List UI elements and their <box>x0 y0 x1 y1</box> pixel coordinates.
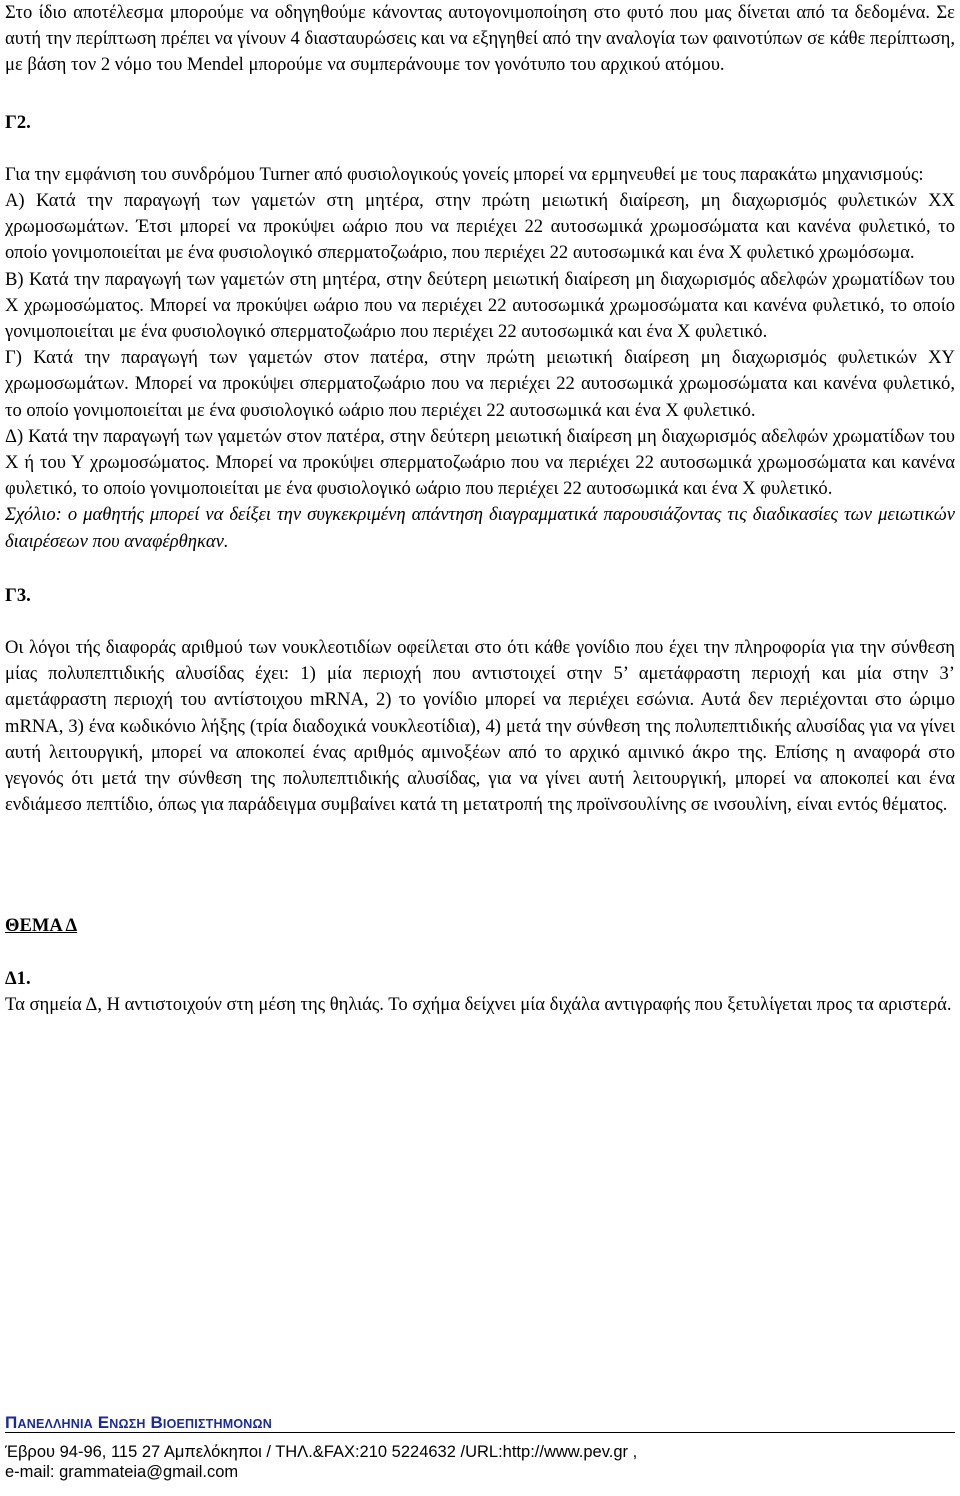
intro-paragraph: Στο ίδιο αποτέλεσμα μπορούμε να οδηγηθούμε κάνοντας αυτογονιμοποίηση στο φυτό που μας δίνεται από τα δεδομένα. Σε αυτή την περίπτωση πρέπει να γίνουν 4 διασταυρώσεις και να εξηγηθεί από την αναλογία των φαινοτύπων σε κάθε περίπτωση, με βάση τον 2 νόμο του Mendel μπορούμε να συμπεράνουμε τον γονότυπο του αρχικού ατόμου. <box>5 2 955 76</box>
document-page <box>5 0 955 1018</box>
g2-item-d: Δ) Κατά την παραγωγή των γαμετών στον πατέρα, στην δεύτερη μειωτική διαίρεση μη διαχωρισμός αδελφών χρωματίδων του Χ ή του Υ χρωμοσώματος. Μπορεί να προκύψει σπερματοζωάριο που να περιέχει 22 αυτοσωμικά χρωμοσώματα και κανένα φυλετικό, το οποίο γονιμοποιείται με ένα φυσιολογικό ωάριο που περιέχει 22 αυτοσωμικά και ένα Χ φυλετικό. <box>5 425 955 500</box>
page-footer <box>5 1413 955 1482</box>
g2-item-c: Γ) Κατά την παραγωγή των γαμετών στον πατέρα, στην πρώτη μειωτική διαίρεση μη διαχωρισμός φυλετικών ΧΥ χρωμοσωμάτων. Μπορεί να προκύψει σπερματοζωάριο που να περιέχει 22 αυτοσωμικά χρωμοσώματα και κανένα φυλετικό, το οποίο γονιμοποιείται με ένα φυσιολογικό ωάριο που περιέχει 22 αυτοσωμικά και ένα Χ φυλετικό. <box>5 347 955 421</box>
g2-note: Σχόλιο: ο μαθητής μπορεί να δείξει την συγκεκριμένη απάντηση διαγραμματικά παρουσιάζοντας τις διαδικασίες των μειωτικών διαιρέσεων που αναφέρθηκαν. <box>5 504 955 552</box>
section-heading-g2: Γ2. <box>5 111 31 133</box>
g2-item-a: Α) Κατά την παραγωγή των γαμετών στη μητέρα, στην πρώτη μειωτική διαίρεση, μη διαχωρισμός φυλετικών ΧΧ χρωμοσωμάτων. Έτσι μπορεί να προκύψει ωάριο που να περιέχει 22 αυτοσωμικά χρωμοσώματα και κανένα φυλετικό, το οποίο γονιμοποιείται με ένα φυσιολογικό σπερματοζωάριο, που περιέχει 22 αυτοσωμικά και ένα Χ φυλετικό χρωμόσωμα. <box>5 190 955 264</box>
footer-address: Έβρου 94-96, 115 27 Αμπελόκηποι / ΤΗΛ.&FAX:210 5224632 /URL:http://www.pev.gr , <box>5 1443 638 1461</box>
section-heading-g3: Γ3. <box>5 584 31 606</box>
g2-intro-paragraph: Για την εμφάνιση του συνδρόμου Turner από φυσιολογικούς γονείς μπορεί να ερμηνευθεί με τους παρακάτω μηχανισμούς: <box>5 163 924 185</box>
section-heading-thema-d: ΘΕΜΑ Δ <box>5 915 78 937</box>
organization-name: ΠΑΝΕΛΛΗΝΙΑ ΕΝΩΣΗ ΒΙΟΕΠΙΣΤΗΜΟΝΩΝ <box>5 1413 272 1432</box>
footer-divider <box>5 1432 955 1433</box>
d1-paragraph: Τα σημεία Δ, Η αντιστοιχούν στη μέση της θηλιάς. Το σχήμα δείχνει μία διχάλα αντιγραφής που ξετυλίγεται προς τα αριστερά. <box>5 993 952 1015</box>
footer-email: e-mail: grammateia@gmail.com <box>5 1463 239 1481</box>
section-heading-d1: Δ1. <box>5 967 31 989</box>
g3-paragraph: Οι λόγοι τής διαφοράς αριθμού των νουκλεοτιδίων οφείλεται στο ότι κάθε γονίδιο που έχει την πληροφορία για την σύνθεση μίας πολυπεπτιδικής αλυσίδας έχει: 1) μία περιοχή που αντιστοιχεί στην 5’ αμετάφραστη περιοχή και μία στην 3’ αμετάφραστη περιοχή του αντίστοιχου mRNA, 2) το γονίδιο μπορεί να περιέχει εσώνια. Αυτά δεν περιέχονται στο ώριμο mRNA, 3) ένα κωδικόνιο λήξης (τρία διαδοχικά νουκλεοτίδια), 4) μετά την σύνθεση της πολυπεπτιδικής αλυσίδας για να γίνει αυτή λειτουργική, μπορεί να αποκοπεί ένας αριθμός αμινοξέων από το αρχικό αμινικό άκρο της. Επίσης η αναφορά στο γεγονός ότι μετά την σύνθεση της πολυπεπτιδικής αλυσίδας, για να γίνει αυτή λειτουργική, μπορεί να αποκοπεί και ένα ενδιάμεσο πεπτίδιο, όπως για παράδειγμα συμβαίνει κατά τη μετατροπή της προϊνσουλίνης σε ινσουλίνη, είναι εντός θέματος. <box>5 637 955 816</box>
g2-item-b: Β) Κατά την παραγωγή των γαμετών στη μητέρα, στην δεύτερη μειωτική διαίρεση μη διαχωρισμός αδελφών χρωματίδων του Χ χρωμοσώματος. Μπορεί να προκύψει ωάριο που να περιέχει 22 αυτοσωμικά χρωμοσώματα και κανένα φυλετικό, το οποίο γονιμοποιείται με ένα φυσιολογικό σπερματοζωάριο που περιέχει 22 αυτοσωμικά και ένα Χ φυλετικό. <box>5 268 955 343</box>
